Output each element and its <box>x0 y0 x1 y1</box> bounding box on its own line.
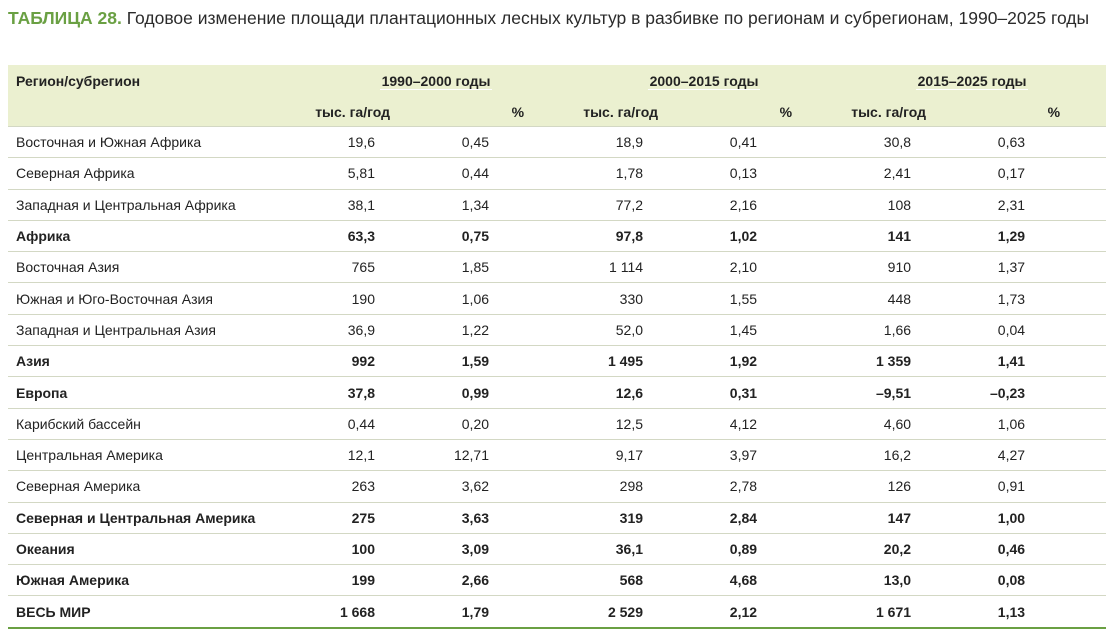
table-title <box>8 4 1108 32</box>
value-cell: 97,8 <box>570 220 704 251</box>
region-name: Восточная Азия <box>8 252 302 283</box>
percent-cell: 1,22 <box>436 314 570 345</box>
unit-header-pct: % <box>436 97 570 127</box>
table-body <box>8 127 1106 628</box>
value-cell: 147 <box>838 502 972 533</box>
table-header <box>8 65 1106 127</box>
unit-header-value: тыс. га/год <box>302 97 436 127</box>
percent-cell: 2,78 <box>704 471 838 502</box>
percent-cell: 0,20 <box>436 408 570 439</box>
table-row <box>8 189 1106 220</box>
value-cell: 448 <box>838 283 972 314</box>
value-cell: 30,8 <box>838 127 972 158</box>
table-row <box>8 502 1106 533</box>
value-cell: 20,2 <box>838 533 972 564</box>
region-name: Африка <box>8 220 302 251</box>
value-cell: 5,81 <box>302 158 436 189</box>
period-header-3 <box>838 65 1106 97</box>
value-cell: 199 <box>302 565 436 596</box>
period-label: 2015–2025 годы <box>917 72 1027 89</box>
value-cell: 2 529 <box>570 596 704 628</box>
percent-cell: 3,97 <box>704 439 838 470</box>
value-cell: 108 <box>838 189 972 220</box>
region-name: Азия <box>8 346 302 377</box>
table-row <box>8 533 1106 564</box>
table-row <box>8 408 1106 439</box>
period-label: 1990–2000 годы <box>381 72 491 89</box>
column-header-region: Регион/субрегион <box>8 65 302 127</box>
unit-header-value: тыс. га/год <box>838 97 972 127</box>
table-caption: Годовое изменение площади плантационных лесных культур в разбивке по регионам и субрегионам, 1990–2025 годы <box>126 8 1090 28</box>
percent-cell: –0,23 <box>972 377 1106 408</box>
percent-cell: 0,04 <box>972 314 1106 345</box>
value-cell: 63,3 <box>302 220 436 251</box>
value-cell: 77,2 <box>570 189 704 220</box>
value-cell: 12,6 <box>570 377 704 408</box>
percent-cell: 2,84 <box>704 502 838 533</box>
percent-cell: 0,45 <box>436 127 570 158</box>
region-name: Северная Америка <box>8 471 302 502</box>
percent-cell: 1,06 <box>436 283 570 314</box>
value-cell: 992 <box>302 346 436 377</box>
value-cell: 298 <box>570 471 704 502</box>
percent-cell: 0,91 <box>972 471 1106 502</box>
region-name: Западная и Центральная Африка <box>8 189 302 220</box>
region-name: Европа <box>8 377 302 408</box>
percent-cell: 1,00 <box>972 502 1106 533</box>
value-cell: 36,1 <box>570 533 704 564</box>
region-name: Северная Африка <box>8 158 302 189</box>
value-cell: 16,2 <box>838 439 972 470</box>
value-cell: 38,1 <box>302 189 436 220</box>
percent-cell: 1,45 <box>704 314 838 345</box>
percent-cell: 2,66 <box>436 565 570 596</box>
percent-cell: 1,06 <box>972 408 1106 439</box>
percent-cell: 3,09 <box>436 533 570 564</box>
unit-header-pct: % <box>972 97 1106 127</box>
value-cell: 36,9 <box>302 314 436 345</box>
value-cell: 263 <box>302 471 436 502</box>
percent-cell: 1,79 <box>436 596 570 628</box>
period-header-2 <box>570 65 838 97</box>
region-name: Восточная и Южная Африка <box>8 127 302 158</box>
period-header-1 <box>302 65 570 97</box>
percent-cell: 0,31 <box>704 377 838 408</box>
region-name: Центральная Америка <box>8 439 302 470</box>
percent-cell: 0,63 <box>972 127 1106 158</box>
percent-cell: 0,13 <box>704 158 838 189</box>
value-cell: 9,17 <box>570 439 704 470</box>
value-cell: 13,0 <box>838 565 972 596</box>
unit-header-value: тыс. га/год <box>570 97 704 127</box>
percent-cell: 4,12 <box>704 408 838 439</box>
percent-cell: 2,31 <box>972 189 1106 220</box>
percent-cell: 2,12 <box>704 596 838 628</box>
percent-cell: 4,68 <box>704 565 838 596</box>
region-name: Океания <box>8 533 302 564</box>
region-name: Карибский бассейн <box>8 408 302 439</box>
percent-cell: 1,55 <box>704 283 838 314</box>
region-name: Южная Америка <box>8 565 302 596</box>
value-cell: 1 671 <box>838 596 972 628</box>
percent-cell: 4,27 <box>972 439 1106 470</box>
table-number: ТАБЛИЦА 28. <box>8 8 122 28</box>
percent-cell: 1,85 <box>436 252 570 283</box>
value-cell: 18,9 <box>570 127 704 158</box>
percent-cell: 3,63 <box>436 502 570 533</box>
data-table <box>8 65 1106 629</box>
percent-cell: 0,41 <box>704 127 838 158</box>
percent-cell: 0,17 <box>972 158 1106 189</box>
value-cell: 1,78 <box>570 158 704 189</box>
percent-cell: 1,41 <box>972 346 1106 377</box>
value-cell: 1 359 <box>838 346 972 377</box>
table-row <box>8 252 1106 283</box>
percent-cell: 1,13 <box>972 596 1106 628</box>
percent-cell: 1,73 <box>972 283 1106 314</box>
value-cell: 1 114 <box>570 252 704 283</box>
value-cell: 1,66 <box>838 314 972 345</box>
value-cell: 190 <box>302 283 436 314</box>
value-cell: 319 <box>570 502 704 533</box>
percent-cell: 1,92 <box>704 346 838 377</box>
table-row <box>8 439 1106 470</box>
table-row <box>8 377 1106 408</box>
percent-cell: 1,02 <box>704 220 838 251</box>
value-cell: –9,51 <box>838 377 972 408</box>
table-row <box>8 127 1106 158</box>
value-cell: 37,8 <box>302 377 436 408</box>
value-cell: 0,44 <box>302 408 436 439</box>
region-name: ВЕСЬ МИР <box>8 596 302 628</box>
value-cell: 19,6 <box>302 127 436 158</box>
table-row <box>8 283 1106 314</box>
value-cell: 12,1 <box>302 439 436 470</box>
value-cell: 2,41 <box>838 158 972 189</box>
table-row <box>8 314 1106 345</box>
value-cell: 765 <box>302 252 436 283</box>
table-row <box>8 220 1106 251</box>
percent-cell: 0,44 <box>436 158 570 189</box>
value-cell: 12,5 <box>570 408 704 439</box>
table-row <box>8 596 1106 628</box>
value-cell: 52,0 <box>570 314 704 345</box>
unit-header-pct: % <box>704 97 838 127</box>
percent-cell: 2,10 <box>704 252 838 283</box>
value-cell: 330 <box>570 283 704 314</box>
region-name: Западная и Центральная Азия <box>8 314 302 345</box>
period-label: 2000–2015 годы <box>649 72 759 89</box>
percent-cell: 1,59 <box>436 346 570 377</box>
percent-cell: 2,16 <box>704 189 838 220</box>
percent-cell: 1,37 <box>972 252 1106 283</box>
value-cell: 141 <box>838 220 972 251</box>
percent-cell: 3,62 <box>436 471 570 502</box>
percent-cell: 1,34 <box>436 189 570 220</box>
value-cell: 4,60 <box>838 408 972 439</box>
percent-cell: 0,75 <box>436 220 570 251</box>
percent-cell: 0,99 <box>436 377 570 408</box>
value-cell: 100 <box>302 533 436 564</box>
value-cell: 126 <box>838 471 972 502</box>
value-cell: 275 <box>302 502 436 533</box>
table-row <box>8 158 1106 189</box>
table-row <box>8 471 1106 502</box>
value-cell: 1 495 <box>570 346 704 377</box>
table-row <box>8 346 1106 377</box>
table-row <box>8 565 1106 596</box>
percent-cell: 0,46 <box>972 533 1106 564</box>
percent-cell: 12,71 <box>436 439 570 470</box>
value-cell: 910 <box>838 252 972 283</box>
percent-cell: 0,08 <box>972 565 1106 596</box>
value-cell: 1 668 <box>302 596 436 628</box>
percent-cell: 1,29 <box>972 220 1106 251</box>
percent-cell: 0,89 <box>704 533 838 564</box>
region-name: Северная и Центральная Америка <box>8 502 302 533</box>
value-cell: 568 <box>570 565 704 596</box>
region-name: Южная и Юго-Восточная Азия <box>8 283 302 314</box>
